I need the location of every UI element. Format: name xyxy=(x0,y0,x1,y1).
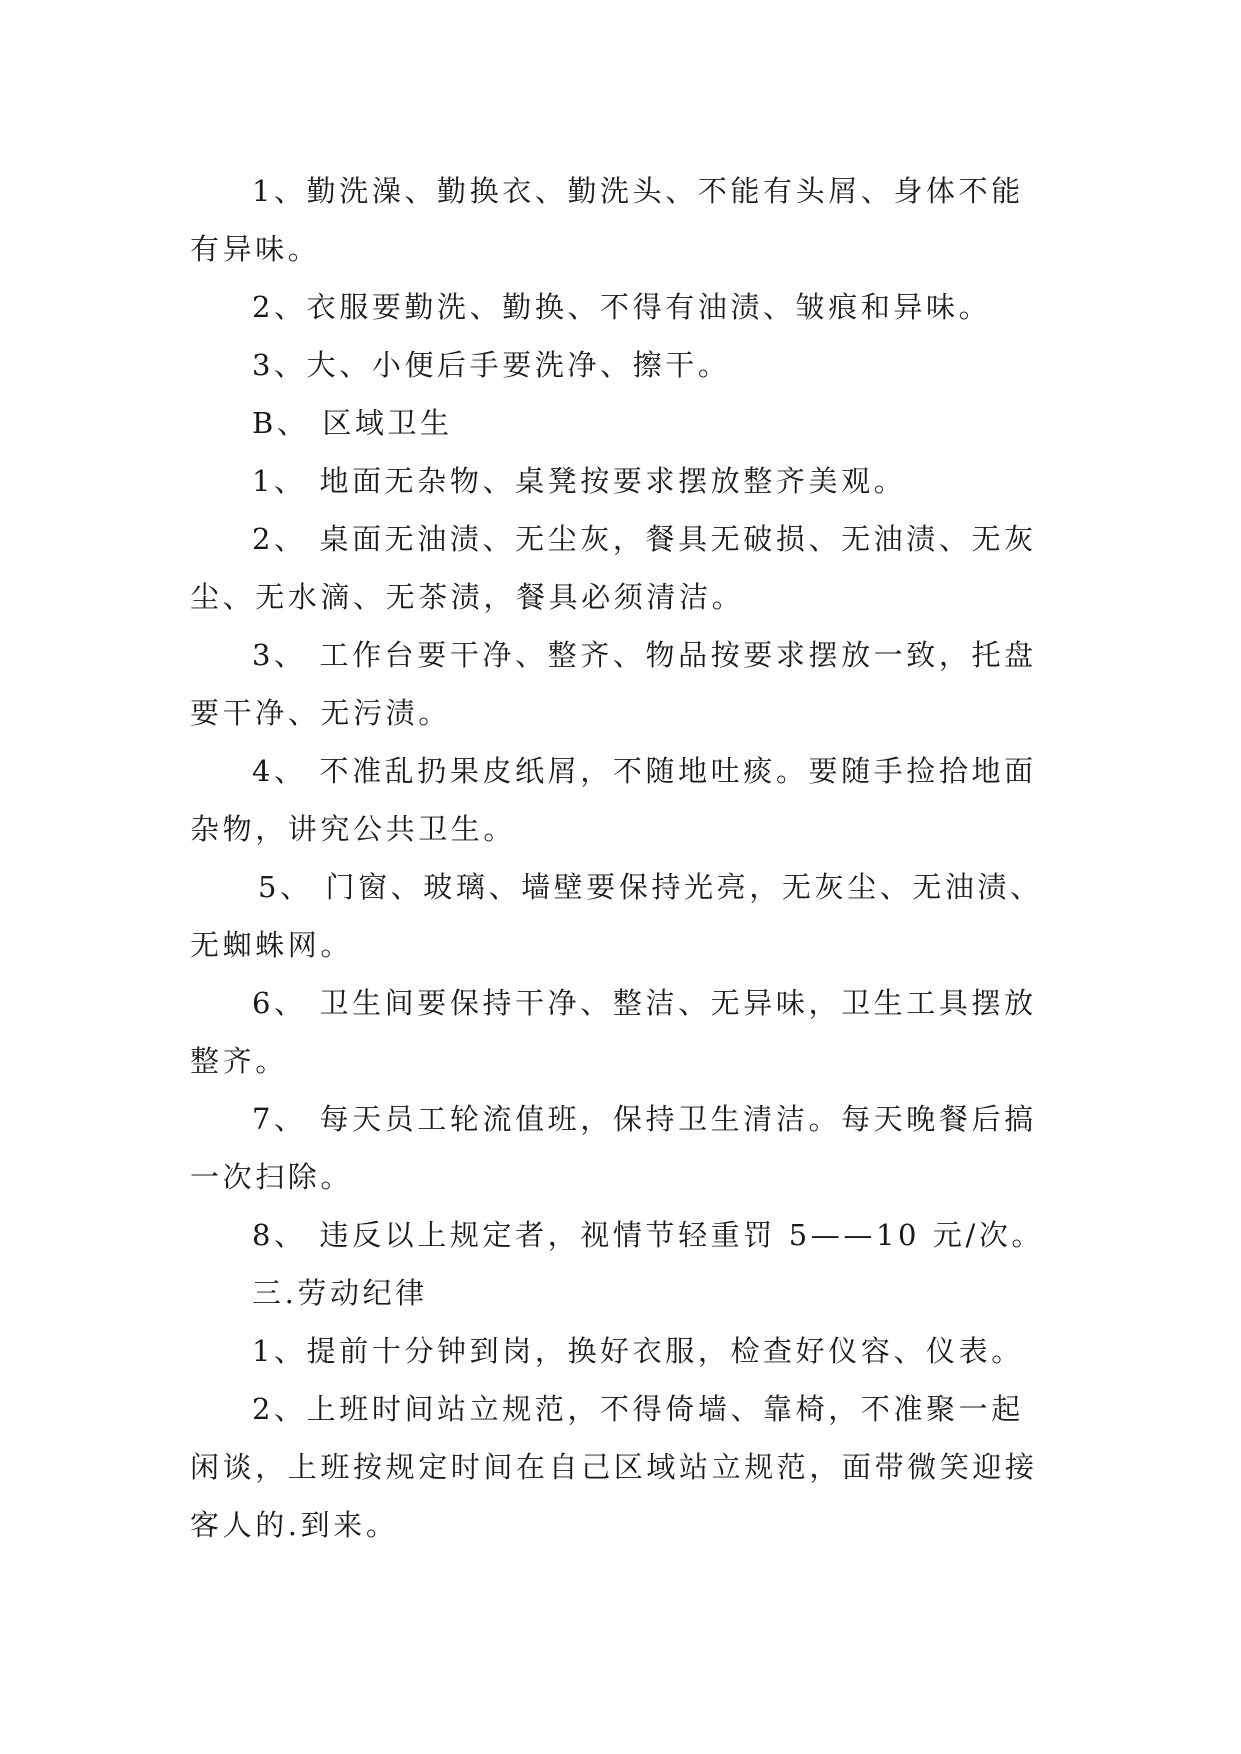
paragraph-area-4: 4、 不准乱扔果皮纸屑，不随地吐痰。要随手捡拾地面杂物，讲究公共卫生。 xyxy=(190,754,1037,846)
paragraph-discipline-2: 2、上班时间站立规范，不得倚墙、靠椅，不准聚一起闲谈，上班按规定时间在自己区域站立规范，面带微笑迎接客人的.到来。 xyxy=(190,1392,1038,1542)
paragraph-area-2: 2、 桌面无油渍、无尘灰，餐具无破损、无油渍、无灰尘、无水滴、无茶渍，餐具必须清洁。 xyxy=(190,522,1037,614)
paragraph-area-7: 7、 每天员工轮流值班，保持卫生清洁。每天晚餐后搞一次扫除。 xyxy=(190,1102,1037,1194)
paragraph-hygiene-3: 3、大、小便后手要洗净、擦干。 xyxy=(252,348,731,382)
section-heading-labor-discipline: 三.劳动纪律 xyxy=(252,1276,428,1310)
paragraph-hygiene-1: 1、勤洗澡、勤换衣、勤洗头、不能有头屑、身体不能有异味。 xyxy=(190,174,1024,266)
paragraph-hygiene-2: 2、衣服要勤洗、勤换、不得有油渍、皱痕和异味。 xyxy=(252,290,992,324)
paragraph-area-3: 3、 工作台要干净、整齐、物品按要求摆放一致，托盘要干净、无污渍。 xyxy=(190,638,1037,730)
paragraph-area-5: 5、 门窗、玻璃、墙壁要保持光亮，无灰尘、无油渍、无蜘蛛网。 xyxy=(190,870,1043,962)
paragraph-area-1: 1、 地面无杂物、桌凳按要求摆放整齐美观。 xyxy=(252,464,907,498)
paragraph-area-8: 8、 违反以上规定者，视情节轻重罚 5——10 元/次。 xyxy=(252,1218,1045,1252)
document-body xyxy=(190,162,1050,1554)
paragraph-discipline-1: 1、提前十分钟到岗，换好衣服，检查好仪容、仪表。 xyxy=(252,1334,1024,1368)
section-heading-area-hygiene: B、 区域卫生 xyxy=(252,406,453,440)
paragraph-area-6: 6、 卫生间要保持干净、整洁、无异味，卫生工具摆放整齐。 xyxy=(190,986,1037,1078)
